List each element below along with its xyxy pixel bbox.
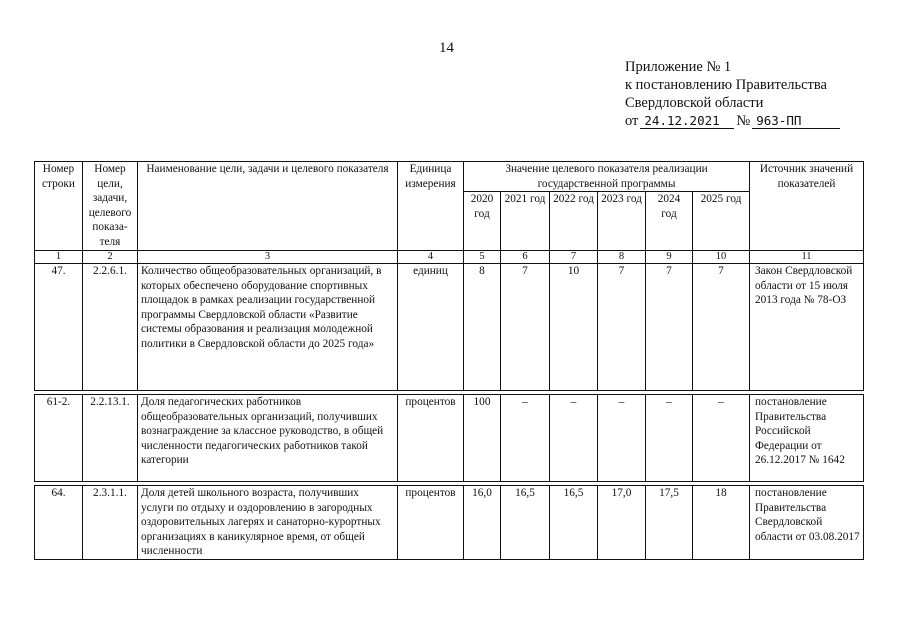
resolution-date: 24.12.2021: [640, 114, 734, 129]
column-number: 3: [138, 251, 398, 264]
header-source: Источник значений показателей: [750, 162, 864, 251]
value-2020: 8: [464, 264, 501, 391]
unit: процентов: [398, 486, 464, 560]
page-number: 14: [439, 40, 454, 56]
row-number: 64.: [35, 486, 83, 560]
column-number: 5: [464, 251, 501, 264]
unit: единиц: [398, 264, 464, 391]
appendix-header: [625, 58, 842, 130]
indicator-name: Доля детей школьного возраста, получивших услуги по отдыху и оздоровлению в загородных оздоровительных лагерях и санаторно-курортных организациях в каникулярное время, от общей численности: [138, 486, 398, 560]
value-2025: 18: [693, 486, 750, 560]
value-2022: –: [550, 395, 598, 482]
indicator-name: Доля педагогических работников общеобразовательных организаций, получивших вознаграждение за классное руководство, в общей численности педагогических работников такой категории: [138, 395, 398, 482]
row-number: 47.: [35, 264, 83, 391]
value-2024: 7: [646, 264, 693, 391]
value-2023: 17,0: [598, 486, 646, 560]
table-row: [35, 486, 864, 560]
value-2023: –: [598, 395, 646, 482]
header-unit: Единица измерения: [398, 162, 464, 251]
source: постановление Правительства Свердловской области от 03.08.2017: [750, 486, 864, 560]
header-year: 2022 год: [550, 192, 598, 251]
header-row: [35, 162, 864, 192]
header-values-group: Значение целевого показателя реализации государственной программы: [464, 162, 750, 192]
indicator-name: Количество общеобразовательных организаций, в которых обеспечено оборудование спортивных площадок в рамках реализации государственной программы Свердловской области «Развитие системы образования и реализация молодежной политики в Свердловской области до 2025 года»: [138, 264, 398, 391]
value-2021: 16,5: [501, 486, 550, 560]
source: постановление Правительства Российской Федерации от 26.12.2017 № 1642: [750, 395, 864, 482]
unit: процентов: [398, 395, 464, 482]
appendix-region-line: Свердловской области: [625, 95, 764, 111]
appendix-date-line: [625, 112, 842, 130]
value-2021: –: [501, 395, 550, 482]
column-number: 4: [398, 251, 464, 264]
value-2022: 10: [550, 264, 598, 391]
header-name: Наименование цели, задачи и целевого показателя: [138, 162, 398, 251]
header-row-number: Номер строки: [35, 162, 83, 251]
from-label: от: [625, 113, 639, 129]
appendix-resolution-line: к постановлению Правительства: [625, 77, 827, 93]
resolution-number: 963-ПП: [752, 114, 840, 129]
row-number: 61-2.: [35, 395, 83, 482]
table-row: [35, 395, 864, 482]
goal-number: 2.2.6.1.: [83, 264, 138, 391]
value-2020: 16,0: [464, 486, 501, 560]
header-goal-number: Номер цели, задачи, целевого показа- теля: [83, 162, 138, 251]
value-2021: 7: [501, 264, 550, 391]
header-year: 2024 год: [646, 192, 693, 251]
value-2024: 17,5: [646, 486, 693, 560]
column-number: 6: [501, 251, 550, 264]
column-number: 2: [83, 251, 138, 264]
source: Закон Свердловской области от 15 июля 2013 года № 78-ОЗ: [750, 264, 864, 391]
value-2022: 16,5: [550, 486, 598, 560]
appendix-title: Приложение № 1: [625, 59, 732, 75]
header-year: 2025 год: [693, 192, 750, 251]
column-number: 11: [750, 251, 864, 264]
column-number: 8: [598, 251, 646, 264]
indicators-table: [34, 161, 864, 560]
column-numbers-row: [35, 251, 864, 264]
value-2020: 100: [464, 395, 501, 482]
header-year: 2021 год: [501, 192, 550, 251]
value-2024: –: [646, 395, 693, 482]
value-2025: 7: [693, 264, 750, 391]
value-2025: –: [693, 395, 750, 482]
column-number: 1: [35, 251, 83, 264]
goal-number: 2.2.13.1.: [83, 395, 138, 482]
column-number: 7: [550, 251, 598, 264]
header-year: 2023 год: [598, 192, 646, 251]
table-row: [35, 264, 864, 391]
header-year: 2020 год: [464, 192, 501, 251]
column-number: 10: [693, 251, 750, 264]
number-label: №: [736, 113, 751, 129]
column-number: 9: [646, 251, 693, 264]
value-2023: 7: [598, 264, 646, 391]
goal-number: 2.3.1.1.: [83, 486, 138, 560]
